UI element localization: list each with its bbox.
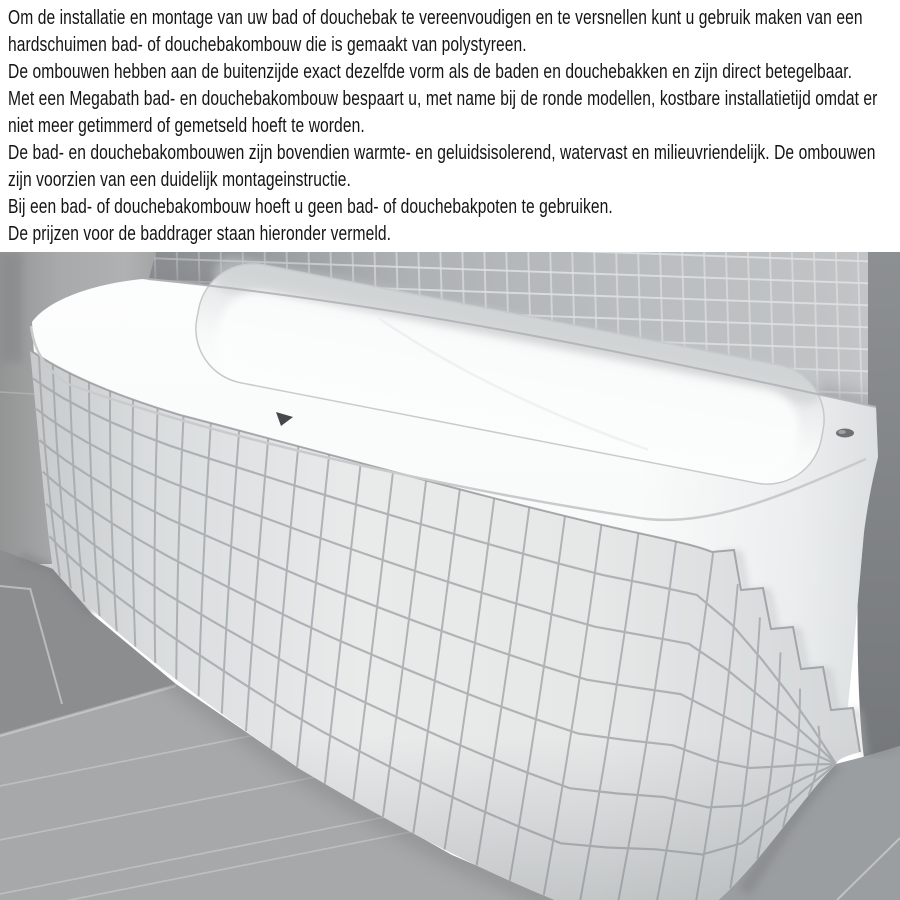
intro-line-8: Bij een bad- of douchebakombouw hoeft u geen bad- of douchebakpoten te gebruiken. (8, 196, 613, 218)
intro-line-3: De ombouwen hebben aan de buitenzijde exact dezelfde vorm als de baden en douchebakken en zijn direct betegelbaar. (8, 61, 853, 83)
intro-line-1: Om de installatie en montage van uw bad of douchebak te vereenvoudigen en te versnellen kunt u gebruik maken van een (8, 7, 863, 29)
overflow-fitting (836, 429, 854, 438)
intro-line-7: zijn voorzien van een duidelijk montageinstructie. (8, 169, 351, 191)
intro-line-6: De bad- en douchebakombouwen zijn bovendien warmte- en geluidsisolerend, watervast en milieuvriendelijk. De ombouwen (8, 142, 876, 164)
wall-left-dark-edge (0, 252, 22, 362)
intro-line-4: Met een Megabath bad- en douchebakombouw bespaart u, met name bij de ronde modellen, kostbare installatietijd omdat er (8, 88, 878, 110)
intro-line-9: De prijzen voor de baddrager staan hieronder vermeld. (8, 223, 392, 245)
intro-line-5: niet meer getimmerd of gemetseld hoeft te worden. (8, 115, 365, 137)
intro-line-2: hardschuimen bad- of douchebakombouw die is gemaakt van polystyreen. (8, 34, 527, 56)
intro-text (8, 5, 900, 248)
product-photo-bathtub-surround (0, 252, 900, 900)
